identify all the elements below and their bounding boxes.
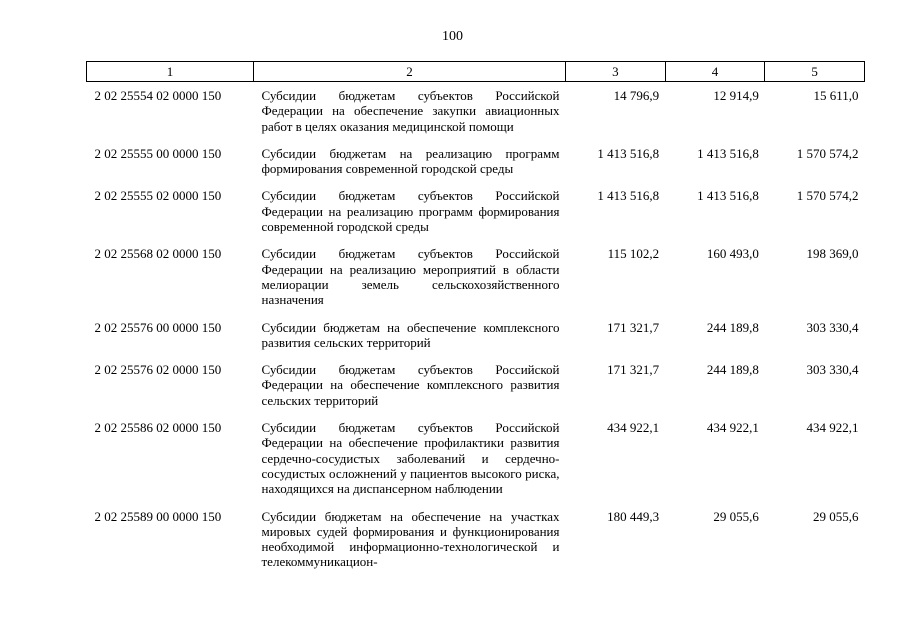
value-col-5: 303 330,4 bbox=[806, 362, 859, 378]
description: Субсидии бюджетам на обеспечение комплексного развития сельских территорий bbox=[261, 319, 560, 350]
description: Субсидии бюджетам субъектов Российской Федерации на обеспечение закупки авиационных работ в целях оказания медицинской помощи bbox=[261, 88, 560, 134]
budget-code: 2 02 25555 02 0000 150 bbox=[94, 188, 222, 204]
value-col-3: 14 796,9 bbox=[613, 88, 660, 103]
value-col-4: 12 914,9 bbox=[713, 88, 759, 103]
header-row bbox=[87, 62, 865, 82]
column-header-3: 3 bbox=[566, 62, 666, 82]
table-row bbox=[87, 82, 865, 140]
value-col-3: 434 922,1 bbox=[607, 420, 660, 436]
value-col-5: 303 330,4 bbox=[806, 319, 859, 335]
value-col-5: 1 570 574,2 bbox=[796, 188, 859, 204]
column-header-2: 2 bbox=[254, 62, 566, 82]
table-row bbox=[87, 414, 865, 502]
value-col-4: 244 189,8 bbox=[706, 362, 759, 378]
budget-code: 2 02 25589 00 0000 150 bbox=[94, 508, 222, 524]
description: Субсидии бюджетам субъектов Российской Федерации на реализацию программ формирования современной городской среды bbox=[261, 188, 560, 235]
table-body bbox=[87, 82, 865, 576]
value-col-4: 29 055,6 bbox=[713, 508, 759, 524]
table-header bbox=[87, 62, 865, 82]
description: Субсидии бюджетам субъектов Российской Федерации на реализацию мероприятий в области мелиорации земель сельскохозяйственного назначения bbox=[261, 246, 560, 308]
budget-code: 2 02 25554 02 0000 150 bbox=[94, 88, 222, 103]
table-row bbox=[87, 240, 865, 313]
budget-table bbox=[86, 61, 865, 576]
value-col-4: 244 189,8 bbox=[706, 319, 759, 335]
value-col-5: 1 570 574,2 bbox=[796, 145, 859, 161]
budget-code: 2 02 25586 02 0000 150 bbox=[94, 420, 222, 436]
table-row bbox=[87, 356, 865, 414]
budget-code: 2 02 25568 02 0000 150 bbox=[94, 246, 222, 262]
value-col-3: 115 102,2 bbox=[607, 246, 660, 262]
table-row bbox=[87, 503, 865, 576]
column-header-4: 4 bbox=[665, 62, 765, 82]
budget-code: 2 02 25576 02 0000 150 bbox=[94, 362, 222, 378]
value-col-3: 1 413 516,8 bbox=[597, 188, 660, 204]
value-col-3: 180 449,3 bbox=[607, 508, 660, 524]
value-col-5: 434 922,1 bbox=[806, 420, 859, 436]
value-col-3: 171 321,7 bbox=[607, 319, 660, 335]
value-col-3: 1 413 516,8 bbox=[597, 145, 660, 161]
table-row bbox=[87, 314, 865, 357]
column-header-5: 5 bbox=[765, 62, 865, 82]
value-col-3: 171 321,7 bbox=[607, 362, 660, 378]
budget-code: 2 02 25576 00 0000 150 bbox=[94, 319, 222, 335]
description: Субсидии бюджетам субъектов Российской Федерации на обеспечение профилактики развития сердечно-сосудистых заболеваний и сердечно-сосудистых осложнений у пациентов высокого риска, находящихся на диспансерном наблюдении bbox=[261, 420, 560, 497]
table-row bbox=[87, 140, 865, 183]
description: Субсидии бюджетам субъектов Российской Федерации на обеспечение комплексного развития сельских территорий bbox=[261, 362, 560, 408]
budget-code: 2 02 25555 00 0000 150 bbox=[94, 145, 222, 161]
value-col-5: 198 369,0 bbox=[806, 246, 859, 262]
page-number: 100 bbox=[442, 29, 463, 44]
description: Субсидии бюджетам на реализацию программ формирования современной городской среды bbox=[261, 145, 560, 177]
value-col-4: 160 493,0 bbox=[706, 246, 759, 262]
value-col-4: 1 413 516,8 bbox=[697, 188, 759, 204]
description: Субсидии бюджетам на обеспечение на участках мировых судей формирования и функционирования необходимой информационно-технологической и телекоммуникацион- bbox=[261, 508, 560, 570]
value-col-5: 29 055,6 bbox=[813, 508, 859, 524]
value-col-4: 434 922,1 bbox=[706, 420, 759, 436]
table-row bbox=[87, 182, 865, 240]
value-col-4: 1 413 516,8 bbox=[697, 145, 759, 161]
column-header-1: 1 bbox=[87, 62, 254, 82]
value-col-5: 15 611,0 bbox=[813, 88, 859, 103]
